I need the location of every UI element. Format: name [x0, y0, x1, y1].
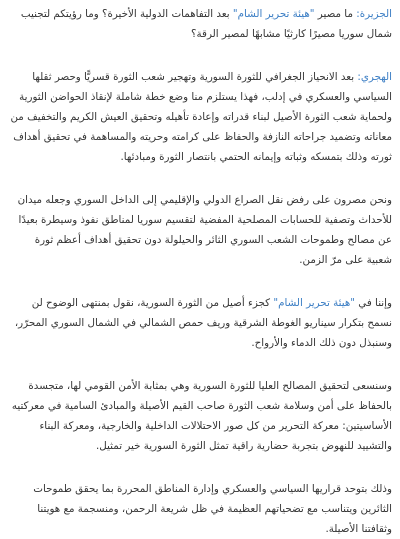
hts-link[interactable]: "هيئة تحرير الشام"	[232, 8, 315, 20]
speaker-aljazeera: الجزيرة:	[356, 8, 392, 20]
speaker-hijri: الهجري:	[357, 71, 392, 83]
answer-text: بعد الانحياز الجغرافي للثورة السورية وتهجير شعب الثورة قسريًّا وحصر ثقلها السياسي والعسكري في إدلب، فهذا يستلزم منا وضع خطة شاملة لإنقاذ الحواضن الثورية ولحماية شعب الثورة الأصيل لبناء قدراته وإعادة تأهيله وتحقيق العيش الكريم والتخفيف من معاناته وتضميد جراحاته النازفة والحفاظ على كرامته وحريته والمساهمة في تحقيق أهداف ثورته وذلك بتمسكه وثباته وإيمانه الحتمي بانتصار الثورة ومبادئها.	[10, 71, 392, 163]
hts-link[interactable]: "هيئة تحرير الشام"	[273, 297, 355, 309]
question-text-part-2: بعد التفاهمات الدولية الأخيرة؟ وما رؤيتكم لتجنيب شمال سوريا مصيرًا كارثيًا مشابهًا لمصير الرقة؟	[20, 8, 392, 40]
answer-paragraph	[10, 67, 392, 167]
question-text-part-1: ما مصير	[314, 8, 357, 20]
paragraph-with-link	[10, 293, 392, 353]
paragraph: ونحن مصرون على رفض نقل الصراع الدولي والإقليمي إلى الداخل السوري وجعله ميدان للأحداث وتصفية للحسابات المصلحية المفضية لتقسيم سوريا لمناطق نفوذ وسيطرة بعيدًا عن مصالح وطموحات الشعب السوري الثائر والحيلولة دون تحقيق أهداف أعظم ثورة شعبية على مرّ الزمن.	[17, 194, 392, 266]
paragraph-text-part-1: وإننا في	[355, 297, 392, 309]
question-paragraph	[10, 4, 392, 44]
paragraph-text-part-2: كجزء أصيل من الثورة السورية، نقول بمنتهى الوضوح لن نسمح بتكرار سيناريو الغوطة الشرقية وريف حمص الشمالي في الشمال السوري المحرّر، وسنبذل دون ذلك الدماء والأرواح.	[14, 297, 392, 349]
paragraph: وذلك بتوحد قراريها السياسي والعسكري وإدارة المناطق المحررة بما يحقق طموحات الثائرين ويتناسب مع تضحياتهم العظيمة في ظل شريعة الرحمن، ومنسجمة مع هويتنا وثقافتنا الأصيلة.	[33, 483, 392, 535]
paragraph: وسنسعى لتحقيق المصالح العليا للثورة السورية وهي بمثابة الأمن القومي لها، متجسدة بالحفاظ على أمن وسلامة شعب الثورة صاحب القيم الأصيلة والمبادئ السامية في معركتيه الأساسيتين: معركة التحرير من كل صور الاحتلالات الداخلية والخارجية، ومعركة البناء والتشييد للنهوض بتجربة حضارية راقية تمثل الثورة السورية خير تمثيل.	[11, 380, 392, 452]
